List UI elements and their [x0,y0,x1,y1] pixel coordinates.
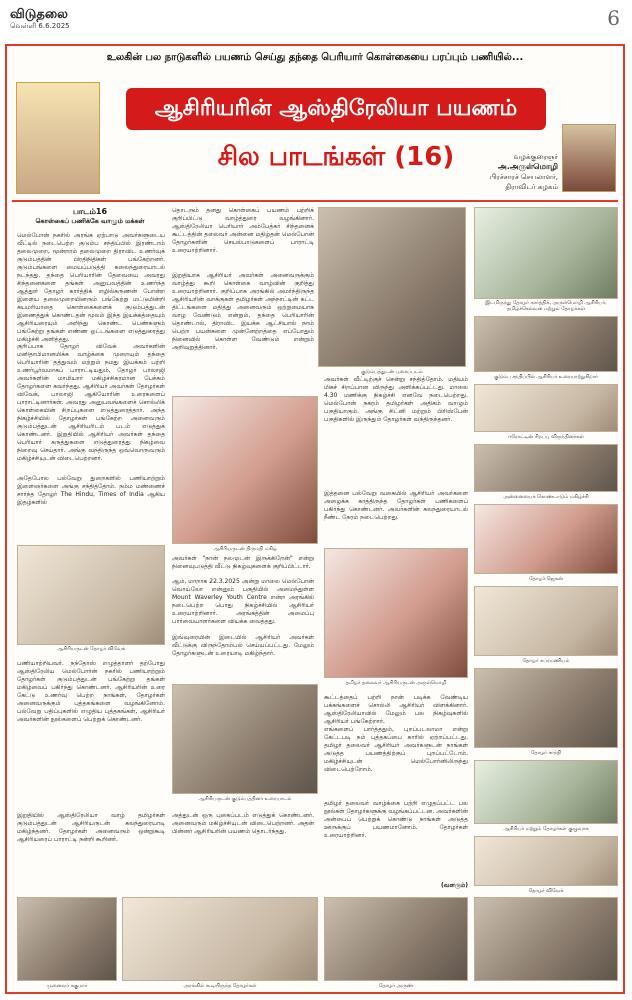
newspaper-name: விடுதலை [10,7,68,22]
body-col2d: ஆம், மாறாக 22.3.2025 அன்று மாலை மெல்போன் வொய்லோ என்னும் பகுதியில் அமைந்துள்ள Mount Waverley Youth Centre என்ற அரங்கில் நடைபெற்ற பொது நிகழ்ச்சியில் ஆசிரியர் உரையாற்றினார். அரங்கத்தின் அமைப்பு பார்வையாளர்களை வியக்க வைத்தது. [172,578,314,625]
photo-arun [324,897,468,981]
photo-jegan [474,504,618,574]
body-col1a: மெல்போன் நகரில் அரங்க ஏற்பாடு அவர்களுடைய வீட்டில் நடைபெற்ற குடும்ப சந்திப்பில் இரண்டாம் தலைமுறை, மூன்றாம் தலைமுறை திராவிட உணர்வுக் குடும்பத்தின் பிரதிநிதிகள் பங்கேற்றனர். குடும்பங்களை மையப்படுத்தி கலைந்துரையாடல் நடந்தது. தந்தை பெரியாரின் தேவையை அவரது சிந்தனைகளை தங்கள் அனுபவத்தின் உணர்ந்த ஆத்தூர் தோழர் கார்த்திக் எழில்கருணன் போன்ற இளைய தலைமுறையினரும் பங்கேற்று மட்டுமின்றி சுயமரியாதை கொள்கைகளைக் குடும்பத்துடன் இணைத்துக் கொண்டதன் மூலம் இந்த இயக்கத்தையும் ஆசிரியரையும் அறிந்து கொண்ட பெண்களும் பங்கேற்று தங்கள் எண்ண ஓட்டங்களை எடுத்துரைத்து மகிழ்ச்சி அளித்தது. [17,232,165,343]
photo-celebration [474,444,618,492]
author-name: அ.அருள்மொழி [497,162,558,171]
caption-audience: அரங்கில் கூடியிருந்த தோழர்கள் [183,983,257,989]
author-block [462,152,558,192]
page-number: 6 [607,6,620,30]
photo-audience [122,897,318,981]
photo-sukumar [17,897,117,981]
section-heading [20,207,160,226]
photo-vivek [17,545,165,645]
caption-magizh: ஆசிரியருடன் திருமதி மகிழ் [213,546,277,552]
body-col2f: அத்துடன் ஒரு புகைப்படம் எடுத்துக் கொண்டனர். அனைவரும் மகிழ்ச்சியுடன் விடைபெற்றனர். அதன் பின்னர் ஆசிரியரின் பயணம் தொடர்ந்தது. [172,812,314,835]
lesson-subtitle: கொள்கைப் பணிக்கே வாழும் மக்கள் [35,217,145,225]
photo-shanthi [474,668,618,748]
author-portrait [562,124,616,192]
caption-guests: ஈரோட்டின் சிறப்பு விருந்தினர்கள் [508,434,584,440]
body-col3a: அவர்கள் வீட்டிற்குச் சென்று சந்தித்தோம். மதியம் மிகச் சிறப்பான விருந்து அளிக்கப்பட்டது. மாலை 4.30 மணிக்கு நிகழ்ச்சி எனவே நடைபெற்றது. மெல்போன் நகரம் தமிழர்கள் அதிகம் வாழும் பகுதியாகும். அங்கு சிட்னி மற்றும் பிரிஸ்பேன் பகுதிகளில் இருந்தும் தோழர்கள் வந்திருந்தனர். [324,376,468,423]
body-col1e: இறுதியில் ஆஸ்திரேலியா வாழ் தமிழர்கள் குடும்பத்துடன் ஆசிரியருடன் கலந்துரையாடி மகிழ்ந்தனர். தோழர்கள் அனைவரும் ஒன்றுகூடி ஆசிரியரைப் பாராட்டி நன்றி கூறினர். [17,812,165,843]
photo-family [318,207,466,367]
caption-author-asiriyar: தமிழர் தலைவர் ஆசிரியருடன் அருள்மொழி [345,680,447,686]
caption-arun: தோழர் அருண் [378,983,414,989]
caption-group: ஆசிரியர் மற்றும் தோழர்கள் குழுவாக [503,826,589,832]
caption-celebration: அன்னையைக் கொண்டாடும் மகிழ்ச்சி [503,494,589,500]
photo-subramaniam [474,586,618,656]
author-prefix: வழக்குரைஞர் [513,153,558,161]
article-title: ஆசிரியரின் ஆஸ்திரேலியா பயணம் [154,96,518,121]
masthead [0,0,632,36]
caption-family-talk: ஆசிரியருடன் குடும்பத்தினர் உரையாடல் [198,796,292,802]
body-col3d: எங்களைப் பார்த்ததும், புறப்படலாமா என்று கேட்டபடி நம் புத்தகப்பை காரில் ஏற்றப்பட்டது. தமிழர் தலைவர் ஆசிரியர் அவர்களுடன் நாங்கள் அடுத்த பயணத்திற்குப் புறப்பட்டோம். மகிழ்ச்சியுடன் மெல்போர்னிலிருந்து விடைபெற்றோம். [324,726,468,773]
issue-date: வெள்ளி 6.6.2025 [10,22,70,30]
caption-vivek-2: தோழர் விவேக் [528,888,564,894]
body-col3c: கூட்டத்தைப் பற்றி நான் படிக்க வேண்டிய பக்கங்களைச் சொல்லி ஆசிரியர் விளக்கினார். ஆஸ்திரேலியாவில் மேலும் பல நிகழ்வுகளில் ஆசிரியர் பங்கேற்றார். [324,694,468,725]
caption-shanthi: தோழர் சாந்தி [530,750,562,756]
body-col2a: தொடரும் தனது கொள்கைப் பயணம் பற்றிக் குறிப்பிட்டு வாழ்த்துரை வழங்கினார். ஆஸ்திரேலியா பெரியார் அம்பேத்கர் சிந்தனைக் கூட்டத்தின் தலைவர் அன்னை மதிழ்தன் மெல்போன் தோழர்களின் செயல்பாடுகளைப் பாராட்டி உரையாற்றினார். [172,207,314,254]
body-col2b: இறுதியாக ஆசிரியர் அவர்கள் அனைவருக்கும் வாழ்த்து கூறி கொள்கை வாழ்வின் குறித்து உரையாற்றினார். குறிப்பாக அரங்கில் அமர்ந்திருந்த ஆசிரியரின் வாக்குகள் தமிழர்கள் அந்நாட்டின் கட்ட திட்டங்களை மதித்து அனைவரும் ஒற்றுமையாக வாழ வேண்டும் என்றும், தந்தை பெரியாரின் தொண்டால், திராவிட இயக்க ஆட்சியால் நாம் பெற்ற பயன்களை முன்னேற்றத்தை எப்போதும் நினைவில் கொள்ள வேண்டும் என்றும் அறிவுறுத்தினார். [172,272,314,351]
header-divider [12,200,618,202]
photo-asiriyar-magizh [172,396,318,544]
body-col1b: குறிப்பாக தோழர் விவேக் அவர்களின் மனிதாபிமானமிக்க வாழ்க்கை முறையும் தந்தை பெரியாரின் தத்துவம் மற்றும் நமது இயக்கம் பற்றி உணர்பூர்வமாகப் பாராட்டியதும், தோழர் பாலாஜி அவர்களின் மாமியார் மகிழ்ச்சிகரமான பேச்சும் தோழர்களை கவர்ந்தது. ஆசிரியர் அவர்கள் தோழர்கள் விவேக், பாலாஜி ஆகியோரின் உரைகளைப் பாராட்டினார்கள். அவரது அனுபவங்களைச் சொல்லிக் கொள்கையின் சிறப்புகளை எடுத்துரைத்தார். அந்த நிகழ்ச்சியில் தோழர்கள் பங்கேற்ற அனைவரும் குடும்பத்துடன் ஆசிரியரிடம் படம் எடுத்துக் கொண்டனர். இறுதியில் ஆசிரியர் அவர்கள் தந்தை பெரியார் கருத்துகளை எடுத்துரைத்து நிகழ்வை நிறைவு செய்தார். அங்கு வந்திருந்த ஒவ்வொருவரும் மகிழ்ச்சியுடன் விடைபெற்றனர். [17,343,165,462]
photo-guests [474,384,618,432]
caption-group-greeting: இடமிருந்து தோழர் கார்த்திக், அருள்மொழி ஆசிரியர், தமிழ்ச்செல்வன் மற்றும் தோழர்கள் [485,300,607,312]
veeramani-portrait [16,82,100,194]
caption-speech: குடும்ப சந்திப்பில் ஆசிரியர் உரையாற்றுகிறார் [494,374,598,380]
photo-author-asiriyar [324,548,468,678]
lesson-number: பாடம்16 [72,207,108,216]
body-col2c: அவர்கள் "நான் நலமுடன் இருக்கிறேன்" என்று நினைவுபடுத்தி வீட்டு நிகழ்வுகளைக் குறிப்பிட்டார். [172,555,314,570]
photo-group [474,760,618,824]
body-col2e: இவ்வுரையின் இடையில் ஆசிரியர் அவர்கள் வீட்டுக்கு விருந்தோம்பல் செய்யப்பட்டது. மேலும் தோழர்களுடன் உரையாடி மகிழ்ந்தார். [172,634,314,657]
author-role: பிரச்சாரச் செயலாளர், திராவிடர் கழகம் [489,173,558,191]
caption-family: குடும்பத்துடன் புகைப்படம் [361,369,423,375]
caption-subramaniam: தோழர் சுப்ரமணியம் [522,658,570,664]
photo-speech [474,316,618,372]
body-col3b: இத்தனை பல்வேறு வகையில் ஆசிரியர் அவர்களை அழைக்க காத்திருந்த தோழர்கள் பணிகளைப் பகிர்ந்து கொண்டனர். அவர்களின் கலந்துரையாடல் நீண்ட நேரம் நடைபெற்றது. [324,490,468,521]
photo-final [474,897,618,981]
photo-family-talk [172,684,318,794]
caption-vivek: ஆசிரியருடன் தோழர் விவேக் [56,646,126,652]
photo-group-greeting [474,207,618,299]
body-col3e: தமிழர் தலைவர் வாழ்க்கை பற்றி எழுதப்பட்ட பல நூல்கள் தோழர்களுக்கு வழங்கப்பட்டன. அவர்களின் அன்பைப் பெற்றுக் கொண்டு நாங்கள் அடுத்த ஊருக்குப் பயணமானோம். தோழர்கள் உரையாற்றினர். [324,800,468,839]
continued-note: (வளரும்) [440,882,468,889]
body-col1c: அதேபோல பல்வேறு துறைகளில் பணியாற்றும் இளைஞர்களை அங்கு சந்தித்தோம். நம்ம மண்ணைச் சார்ந்த தோழர் The Hindu, Times of India ஆகிய இதழ்களில் [17,475,165,506]
caption-jegan: தோழர் ஜெகன் [529,576,563,582]
article-series: சில பாடங்கள் (16) [217,142,455,172]
photo-vivek-2 [474,836,618,886]
caption-sukumar: முனைவர் சுகுமார் [46,983,88,989]
body-col1d: பணியாற்றியவர். நந்தோஸ் எழுத்தாளர் தற்போது ஆஸ்திரேலிய மெல்போர்ன் நகரில் பணியாற்றும் தோழர்கள் குடும்பத்துடன் பங்கேற்று தங்கள் மகிழ்வைப் பகிர்ந்து கொண்டனர். ஆசிரியரின் உரை கேட்டு உணர்வு பெற்ற நாங்கள், தோழர்கள் அனைவருக்கும் புத்தகங்களை வழங்கினோம். பல்வேறு பதிப்புகளில் எழுதிய புத்தகங்கள், ஆசிரியர் அவர்களின் நூல்களைப் பெற்றுக் கொண்டனர். [17,660,165,723]
article-kicker: உலகின் பல நாடுகளில் பயணம் செய்து தந்தை பெரியார் கொள்கையை பரப்பும் பணியில்... [106,52,524,63]
